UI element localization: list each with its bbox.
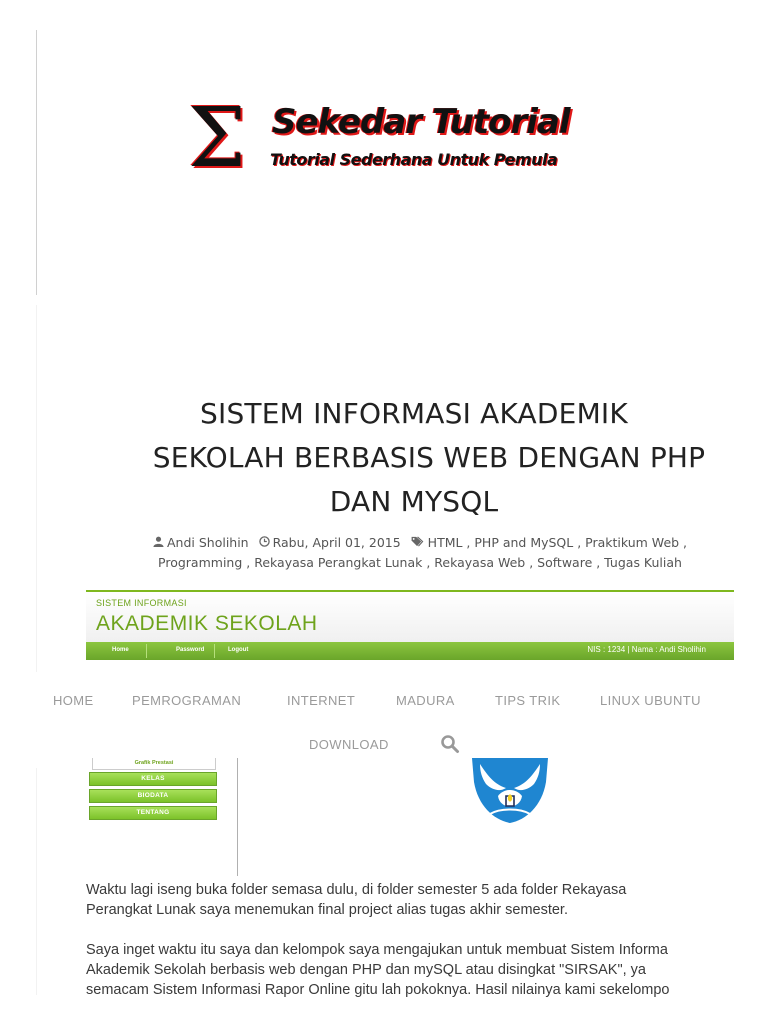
nav-item-internet[interactable]: INTERNET — [287, 693, 356, 708]
screenshot-menubar — [86, 642, 734, 660]
nav-item-tips-trik[interactable]: TIPS TRIK — [495, 693, 561, 708]
nav-item-madura[interactable]: MADURA — [396, 693, 455, 708]
post-title — [60, 392, 768, 524]
school-emblem-icon — [470, 758, 550, 824]
user-icon — [153, 534, 164, 553]
main-navigation — [36, 672, 768, 768]
post-screenshot-header — [86, 590, 734, 672]
screenshot-side-button: BIODATA — [89, 789, 217, 803]
paragraph: Waktu lagi iseng buka folder semasa dulu, di folder semester 5 ada folder Rekayasa Perangkat Lunak saya menemukan final project alias tugas akhir semester. — [86, 882, 627, 918]
post-date-link[interactable]: Rabu, April 01, 2015 — [272, 535, 401, 550]
site-title: Sekedar Tutorial — [272, 102, 570, 142]
tags-icon — [411, 534, 425, 553]
post-title-line: SISTEM INFORMASI AKADEMIK — [200, 397, 628, 430]
search-icon[interactable] — [440, 734, 460, 754]
post-meta — [90, 533, 750, 572]
left-divider — [36, 30, 37, 295]
clock-icon — [259, 534, 270, 553]
screenshot-subtitle: SISTEM INFORMASI — [96, 598, 187, 608]
screenshot-side-button: TENTANG — [89, 806, 217, 820]
screenshot-menu-item: Password — [176, 647, 205, 653]
screenshot-user-info: NIS : 1234 | Nama : Andi Sholihin — [587, 645, 706, 654]
site-logo[interactable] — [188, 91, 588, 186]
post-author-link[interactable]: Andi Sholihin — [166, 535, 249, 550]
sigma-icon: Σ — [188, 91, 246, 186]
post-labels-line1[interactable]: HTML , PHP and MySQL , Praktikum Web , — [427, 535, 688, 550]
screenshot-side-header: Grafik Prestasi — [92, 758, 216, 770]
screenshot-side-button: KELAS — [89, 772, 217, 786]
screenshot-title: AKADEMIK SEKOLAH — [96, 612, 318, 635]
nav-item-home[interactable]: HOME — [53, 693, 94, 708]
left-divider-faint — [36, 305, 37, 995]
site-tagline: Tutorial Sederhana Untuk Pemula — [270, 150, 558, 169]
screenshot-menu-item: Logout — [228, 647, 249, 653]
post-title-line: DAN MYSQL — [329, 485, 499, 518]
post-body — [86, 880, 768, 1000]
nav-item-pemrograman[interactable]: PEMROGRAMAN — [132, 693, 242, 708]
post-meta-row — [90, 533, 750, 553]
nav-item-download[interactable]: DOWNLOAD — [309, 737, 389, 752]
post-screenshot-body — [86, 758, 734, 878]
paragraph: Saya inget waktu itu saya dan kelompok saya mengajukan untuk membuat Sistem Informa Akademik Sekolah berbasis web dengan PHP dan mySQL atau disingkat "SIRSAK", ya semacam Sistem Informasi Rapor Online gitu lah pokoknya. Hasil nilainya kami sekelompo — [86, 942, 670, 998]
post-title-line: SEKOLAH BERBASIS WEB DENGAN PHP — [152, 441, 706, 474]
nav-item-linux-ubuntu[interactable]: LINUX UBUNTU — [600, 693, 701, 708]
post-labels-line2[interactable]: Programming , Rekayasa Perangkat Lunak , Rekayasa Web , Software , Tugas Kuliah — [158, 555, 682, 570]
screenshot-menu-item: Home — [112, 647, 129, 653]
